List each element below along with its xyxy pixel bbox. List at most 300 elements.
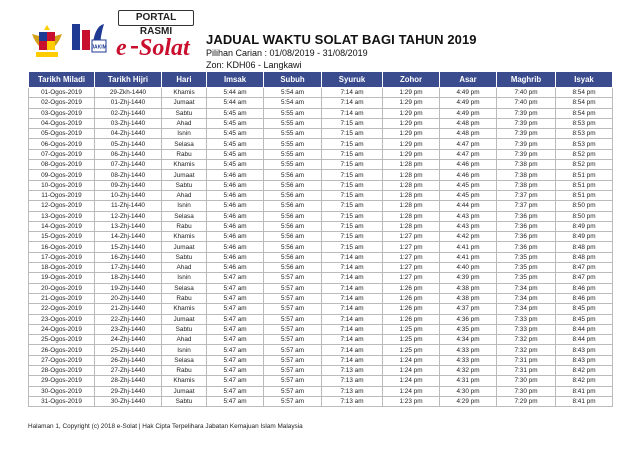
- table-cell: 27-Zhj-1440: [95, 366, 162, 376]
- table-row: [29, 324, 613, 334]
- table-cell: Selasa: [162, 355, 207, 365]
- table-cell: 4:48 pm: [440, 129, 497, 139]
- table-row: [29, 376, 613, 386]
- table-cell: 5:46 am: [207, 201, 264, 211]
- table-cell: 5:56 am: [264, 211, 322, 221]
- table-cell: 20-Zhj-1440: [95, 293, 162, 303]
- table-cell: 1:28 pm: [383, 190, 440, 200]
- table-cell: 7:15 am: [322, 242, 383, 252]
- table-cell: 7:39 pm: [497, 149, 556, 159]
- table-cell: 5:54 am: [264, 88, 322, 98]
- table-cell: 5:57 am: [264, 376, 322, 386]
- table-cell: 8:53 pm: [556, 139, 613, 149]
- coat-of-arms-icon: [30, 24, 64, 60]
- table-cell: 24-Zhj-1440: [95, 335, 162, 345]
- column-header: Maghrib: [497, 72, 556, 88]
- table-cell: 4:48 pm: [440, 118, 497, 128]
- table-cell: 5:47 am: [207, 335, 264, 345]
- page-footer: Halaman 1, Copyright (c) 2018 e-Solat | Hak Cipta Terpelihara Jabatan Kemajuan Islam Malaysia: [28, 423, 303, 430]
- table-cell: 7:15 am: [322, 190, 383, 200]
- table-cell: 07-Ogos-2019: [29, 149, 95, 159]
- table-cell: 4:41 pm: [440, 242, 497, 252]
- table-row: [29, 273, 613, 283]
- table-cell: 22-Ogos-2019: [29, 304, 95, 314]
- table-cell: 29-Zkh-1440: [95, 88, 162, 98]
- table-cell: 7:36 pm: [497, 211, 556, 221]
- table-cell: 8:43 pm: [556, 345, 613, 355]
- table-cell: 1:29 pm: [383, 98, 440, 108]
- table-cell: 4:46 pm: [440, 160, 497, 170]
- table-row: [29, 232, 613, 242]
- table-cell: 1:29 pm: [383, 88, 440, 98]
- table-cell: 8:49 pm: [556, 221, 613, 231]
- table-row: [29, 211, 613, 221]
- table-cell: 5:46 am: [207, 180, 264, 190]
- table-row: [29, 108, 613, 118]
- table-cell: 7:40 pm: [497, 88, 556, 98]
- table-cell: 30-Zhj-1440: [95, 396, 162, 406]
- table-cell: 11-Ogos-2019: [29, 190, 95, 200]
- table-cell: 7:37 pm: [497, 190, 556, 200]
- jakim-logo-icon: [70, 20, 110, 56]
- table-cell: 1:27 pm: [383, 232, 440, 242]
- table-row: [29, 221, 613, 231]
- table-cell: 1:28 pm: [383, 211, 440, 221]
- table-cell: 08-Zhj-1440: [95, 170, 162, 180]
- table-cell: 5:47 am: [207, 293, 264, 303]
- table-cell: 8:42 pm: [556, 376, 613, 386]
- table-cell: 4:33 pm: [440, 345, 497, 355]
- table-cell: 23-Ogos-2019: [29, 314, 95, 324]
- table-cell: 7:39 pm: [497, 129, 556, 139]
- table-cell: 16-Ogos-2019: [29, 242, 95, 252]
- table-cell: 24-Ogos-2019: [29, 324, 95, 334]
- table-cell: 5:47 am: [207, 396, 264, 406]
- table-cell: 4:43 pm: [440, 221, 497, 231]
- table-cell: 7:13 am: [322, 396, 383, 406]
- table-cell: 5:45 am: [207, 118, 264, 128]
- table-cell: 5:55 am: [264, 160, 322, 170]
- table-cell: 09-Ogos-2019: [29, 170, 95, 180]
- table-cell: 8:45 pm: [556, 304, 613, 314]
- table-cell: 5:57 am: [264, 355, 322, 365]
- title-block: [206, 32, 477, 71]
- table-cell: 8:48 pm: [556, 252, 613, 262]
- table-cell: 5:57 am: [264, 335, 322, 345]
- table-cell: 13-Zhj-1440: [95, 221, 162, 231]
- table-cell: 7:15 am: [322, 160, 383, 170]
- table-cell: Isnin: [162, 129, 207, 139]
- table-cell: 1:24 pm: [383, 366, 440, 376]
- table-cell: 5:57 am: [264, 304, 322, 314]
- table-cell: Khamis: [162, 232, 207, 242]
- table-cell: 7:37 pm: [497, 201, 556, 211]
- prayer-times-table: [28, 71, 613, 407]
- table-cell: 8:54 pm: [556, 88, 613, 98]
- table-cell: 7:38 pm: [497, 170, 556, 180]
- table-cell: 7:36 pm: [497, 232, 556, 242]
- table-cell: 5:46 am: [207, 263, 264, 273]
- column-header: Imsak: [207, 72, 264, 88]
- table-cell: 5:56 am: [264, 221, 322, 231]
- page-header: [0, 0, 638, 70]
- table-cell: 5:47 am: [207, 366, 264, 376]
- table-cell: 12-Ogos-2019: [29, 201, 95, 211]
- table-cell: Khamis: [162, 160, 207, 170]
- table-row: [29, 355, 613, 365]
- table-cell: 7:35 pm: [497, 252, 556, 262]
- table-cell: 7:34 pm: [497, 304, 556, 314]
- table-cell: 7:36 pm: [497, 221, 556, 231]
- table-cell: 7:29 pm: [497, 396, 556, 406]
- table-cell: 1:27 pm: [383, 252, 440, 262]
- table-cell: Sabtu: [162, 108, 207, 118]
- table-cell: 4:44 pm: [440, 201, 497, 211]
- table-cell: 1:25 pm: [383, 324, 440, 334]
- table-cell: 11-Zhj-1440: [95, 201, 162, 211]
- table-cell: 4:34 pm: [440, 335, 497, 345]
- table-cell: 7:14 am: [322, 324, 383, 334]
- svg-text:e: e: [116, 35, 127, 61]
- column-header: Syuruk: [322, 72, 383, 88]
- table-cell: Jumaat: [162, 386, 207, 396]
- table-cell: 22-Zhj-1440: [95, 314, 162, 324]
- table-body: [29, 88, 613, 407]
- table-cell: 7:35 pm: [497, 273, 556, 283]
- table-cell: 1:28 pm: [383, 221, 440, 231]
- table-cell: 5:55 am: [264, 118, 322, 128]
- table-cell: 5:44 am: [207, 98, 264, 108]
- table-row: [29, 283, 613, 293]
- table-cell: 01-Ogos-2019: [29, 88, 95, 98]
- table-cell: 8:42 pm: [556, 366, 613, 376]
- table-cell: 1:27 pm: [383, 263, 440, 273]
- table-cell: 29-Zhj-1440: [95, 386, 162, 396]
- table-cell: 7:32 pm: [497, 335, 556, 345]
- table-cell: Jumaat: [162, 170, 207, 180]
- table-cell: 4:37 pm: [440, 304, 497, 314]
- table-cell: 5:57 am: [264, 324, 322, 334]
- table-cell: Jumaat: [162, 98, 207, 108]
- table-cell: 03-Ogos-2019: [29, 108, 95, 118]
- table-cell: 17-Ogos-2019: [29, 252, 95, 262]
- table-cell: 5:47 am: [207, 283, 264, 293]
- table-cell: 7:32 pm: [497, 345, 556, 355]
- table-row: [29, 139, 613, 149]
- table-cell: 4:40 pm: [440, 263, 497, 273]
- column-header: Tarikh Miladi: [29, 72, 95, 88]
- table-cell: 1:29 pm: [383, 129, 440, 139]
- table-row: [29, 252, 613, 262]
- table-cell: 8:51 pm: [556, 190, 613, 200]
- table-cell: 1:26 pm: [383, 293, 440, 303]
- table-cell: 4:43 pm: [440, 211, 497, 221]
- table-cell: 5:46 am: [207, 232, 264, 242]
- table-cell: Sabtu: [162, 324, 207, 334]
- table-cell: 19-Zhj-1440: [95, 283, 162, 293]
- table-cell: 15-Zhj-1440: [95, 242, 162, 252]
- table-cell: 16-Zhj-1440: [95, 252, 162, 262]
- table-cell: 5:56 am: [264, 180, 322, 190]
- table-cell: 5:56 am: [264, 201, 322, 211]
- table-cell: Rabu: [162, 221, 207, 231]
- table-row: [29, 201, 613, 211]
- table-cell: 5:56 am: [264, 232, 322, 242]
- table-cell: 8:44 pm: [556, 335, 613, 345]
- table-cell: 4:46 pm: [440, 170, 497, 180]
- table-cell: 25-Ogos-2019: [29, 335, 95, 345]
- table-cell: Sabtu: [162, 252, 207, 262]
- table-cell: 5:56 am: [264, 190, 322, 200]
- table-cell: 1:28 pm: [383, 160, 440, 170]
- table-cell: 05-Ogos-2019: [29, 129, 95, 139]
- table-cell: 7:35 pm: [497, 263, 556, 273]
- table-cell: 7:14 am: [322, 283, 383, 293]
- table-cell: 8:52 pm: [556, 160, 613, 170]
- table-cell: 7:34 pm: [497, 283, 556, 293]
- table-cell: 8:44 pm: [556, 324, 613, 334]
- table-cell: 4:45 pm: [440, 190, 497, 200]
- table-cell: 7:39 pm: [497, 139, 556, 149]
- table-row: [29, 335, 613, 345]
- table-cell: 8:53 pm: [556, 118, 613, 128]
- table-cell: 15-Ogos-2019: [29, 232, 95, 242]
- table-cell: 4:38 pm: [440, 293, 497, 303]
- table-row: [29, 366, 613, 376]
- table-cell: 5:45 am: [207, 149, 264, 159]
- table-cell: 4:41 pm: [440, 252, 497, 262]
- table-cell: 5:56 am: [264, 252, 322, 262]
- table-cell: 7:13 am: [322, 366, 383, 376]
- esolat-logo-icon: [114, 30, 214, 62]
- table-cell: 5:46 am: [207, 170, 264, 180]
- table-cell: 7:14 am: [322, 314, 383, 324]
- column-header: Isyak: [556, 72, 613, 88]
- table-cell: Isnin: [162, 273, 207, 283]
- table-cell: 5:57 am: [264, 345, 322, 355]
- table-cell: Ahad: [162, 190, 207, 200]
- table-cell: 8:46 pm: [556, 283, 613, 293]
- table-cell: 5:56 am: [264, 242, 322, 252]
- table-cell: 7:15 am: [322, 201, 383, 211]
- table-cell: 5:47 am: [207, 355, 264, 365]
- table-cell: Selasa: [162, 211, 207, 221]
- table-cell: Rabu: [162, 293, 207, 303]
- table-cell: 4:38 pm: [440, 283, 497, 293]
- table-cell: 8:41 pm: [556, 386, 613, 396]
- table-cell: Khamis: [162, 376, 207, 386]
- table-cell: Sabtu: [162, 396, 207, 406]
- table-cell: 5:47 am: [207, 386, 264, 396]
- table-cell: 1:28 pm: [383, 180, 440, 190]
- table-cell: 5:47 am: [207, 376, 264, 386]
- table-cell: 10-Zhj-1440: [95, 190, 162, 200]
- table-cell: 7:15 am: [322, 149, 383, 159]
- table-cell: 5:55 am: [264, 139, 322, 149]
- table-cell: 5:47 am: [207, 324, 264, 334]
- table-cell: 8:48 pm: [556, 242, 613, 252]
- table-cell: 5:56 am: [264, 263, 322, 273]
- table-cell: 8:53 pm: [556, 129, 613, 139]
- table-cell: 25-Zhj-1440: [95, 345, 162, 355]
- table-row: [29, 88, 613, 98]
- table-cell: 5:54 am: [264, 98, 322, 108]
- table-cell: 01-Zhj-1440: [95, 98, 162, 108]
- table-cell: 7:14 am: [322, 252, 383, 262]
- table-row: [29, 386, 613, 396]
- table-cell: 7:15 am: [322, 232, 383, 242]
- table-row: [29, 98, 613, 108]
- table-row: [29, 314, 613, 324]
- table-cell: 4:30 pm: [440, 386, 497, 396]
- table-cell: 5:45 am: [207, 160, 264, 170]
- table-cell: 18-Ogos-2019: [29, 263, 95, 273]
- table-cell: 8:50 pm: [556, 201, 613, 211]
- table-cell: 23-Zhj-1440: [95, 324, 162, 334]
- table-cell: 8:41 pm: [556, 396, 613, 406]
- table-cell: 1:26 pm: [383, 314, 440, 324]
- table-cell: 1:27 pm: [383, 242, 440, 252]
- table-cell: Selasa: [162, 283, 207, 293]
- table-cell: 7:30 pm: [497, 386, 556, 396]
- table-cell: 7:14 am: [322, 293, 383, 303]
- table-cell: 5:57 am: [264, 314, 322, 324]
- table-cell: Rabu: [162, 149, 207, 159]
- table-cell: 5:44 am: [207, 88, 264, 98]
- table-cell: 7:15 am: [322, 170, 383, 180]
- table-row: [29, 345, 613, 355]
- table-cell: 4:32 pm: [440, 366, 497, 376]
- table-cell: 1:26 pm: [383, 283, 440, 293]
- table-cell: 4:47 pm: [440, 139, 497, 149]
- table-cell: Rabu: [162, 366, 207, 376]
- table-cell: 7:40 pm: [497, 98, 556, 108]
- table-cell: 1:24 pm: [383, 355, 440, 365]
- table-row: [29, 263, 613, 273]
- table-cell: Isnin: [162, 345, 207, 355]
- table-cell: 7:15 am: [322, 118, 383, 128]
- table-cell: 8:47 pm: [556, 263, 613, 273]
- table-cell: 21-Ogos-2019: [29, 293, 95, 303]
- table-cell: 05-Zhj-1440: [95, 139, 162, 149]
- table-cell: 17-Zhj-1440: [95, 263, 162, 273]
- table-row: [29, 190, 613, 200]
- table-cell: 7:33 pm: [497, 314, 556, 324]
- table-cell: 4:42 pm: [440, 232, 497, 242]
- table-cell: 7:13 am: [322, 376, 383, 386]
- table-cell: Jumaat: [162, 314, 207, 324]
- table-cell: 5:55 am: [264, 129, 322, 139]
- table-cell: 5:46 am: [207, 242, 264, 252]
- table-row: [29, 170, 613, 180]
- table-cell: 1:28 pm: [383, 170, 440, 180]
- table-cell: 08-Ogos-2019: [29, 160, 95, 170]
- table-cell: 8:47 pm: [556, 273, 613, 283]
- table-cell: 5:47 am: [207, 345, 264, 355]
- table-cell: 7:38 pm: [497, 160, 556, 170]
- table-cell: 4:49 pm: [440, 88, 497, 98]
- table-cell: 4:49 pm: [440, 108, 497, 118]
- table-cell: 5:55 am: [264, 149, 322, 159]
- table-cell: 1:29 pm: [383, 149, 440, 159]
- table-cell: 4:29 pm: [440, 396, 497, 406]
- table-cell: 1:29 pm: [383, 139, 440, 149]
- table-cell: 1:28 pm: [383, 201, 440, 211]
- table-cell: 5:57 am: [264, 293, 322, 303]
- table-cell: 4:35 pm: [440, 324, 497, 334]
- table-cell: 5:46 am: [207, 252, 264, 262]
- table-cell: 4:49 pm: [440, 98, 497, 108]
- table-row: [29, 293, 613, 303]
- column-header: Hari: [162, 72, 207, 88]
- table-cell: 4:31 pm: [440, 376, 497, 386]
- table-cell: 20-Ogos-2019: [29, 283, 95, 293]
- table-cell: 29-Ogos-2019: [29, 376, 95, 386]
- search-range: Pilihan Carian : 01/08/2019 - 31/08/2019: [206, 48, 368, 58]
- table-cell: 7:39 pm: [497, 108, 556, 118]
- table-cell: 7:31 pm: [497, 355, 556, 365]
- table-cell: 8:50 pm: [556, 211, 613, 221]
- zone-label: Zon: KDH06 - Langkawi: [206, 60, 302, 70]
- table-cell: 30-Ogos-2019: [29, 386, 95, 396]
- table-cell: 1:29 pm: [383, 108, 440, 118]
- table-cell: 7:15 am: [322, 129, 383, 139]
- table-cell: 1:23 pm: [383, 396, 440, 406]
- table-cell: 1:24 pm: [383, 386, 440, 396]
- table-cell: 06-Zhj-1440: [95, 149, 162, 159]
- table-cell: 8:54 pm: [556, 108, 613, 118]
- table-cell: 5:45 am: [207, 139, 264, 149]
- table-cell: 7:34 pm: [497, 293, 556, 303]
- table-cell: 4:45 pm: [440, 180, 497, 190]
- table-cell: 7:15 am: [322, 211, 383, 221]
- column-header: Tarikh Hijri: [95, 72, 162, 88]
- table-cell: 03-Zhj-1440: [95, 118, 162, 128]
- table-cell: 8:51 pm: [556, 170, 613, 180]
- page-title: JADUAL WAKTU SOLAT BAGI TAHUN 2019: [206, 32, 477, 47]
- table-cell: 7:14 am: [322, 273, 383, 283]
- table-cell: 26-Ogos-2019: [29, 345, 95, 355]
- table-cell: 10-Ogos-2019: [29, 180, 95, 190]
- table-cell: 19-Ogos-2019: [29, 273, 95, 283]
- table-cell: 5:55 am: [264, 108, 322, 118]
- table-cell: 06-Ogos-2019: [29, 139, 95, 149]
- table-cell: 7:15 am: [322, 139, 383, 149]
- table-cell: 14-Zhj-1440: [95, 232, 162, 242]
- table-cell: Khamis: [162, 88, 207, 98]
- table-cell: 7:30 pm: [497, 376, 556, 386]
- table-cell: 26-Zhj-1440: [95, 355, 162, 365]
- table-cell: Ahad: [162, 118, 207, 128]
- table-cell: 5:57 am: [264, 396, 322, 406]
- table-cell: 7:13 am: [322, 386, 383, 396]
- table-cell: Ahad: [162, 335, 207, 345]
- table-cell: 1:25 pm: [383, 345, 440, 355]
- table-cell: Isnin: [162, 201, 207, 211]
- table-cell: 5:57 am: [264, 366, 322, 376]
- table-row: [29, 129, 613, 139]
- table-cell: 7:39 pm: [497, 118, 556, 128]
- table-cell: 5:56 am: [264, 170, 322, 180]
- table-cell: 31-Ogos-2019: [29, 396, 95, 406]
- table-cell: 1:26 pm: [383, 304, 440, 314]
- table-cell: 8:49 pm: [556, 232, 613, 242]
- table-cell: 1:29 pm: [383, 118, 440, 128]
- table-cell: 7:14 am: [322, 108, 383, 118]
- table-cell: 04-Zhj-1440: [95, 129, 162, 139]
- table-cell: 5:57 am: [264, 273, 322, 283]
- table-cell: 7:14 am: [322, 355, 383, 365]
